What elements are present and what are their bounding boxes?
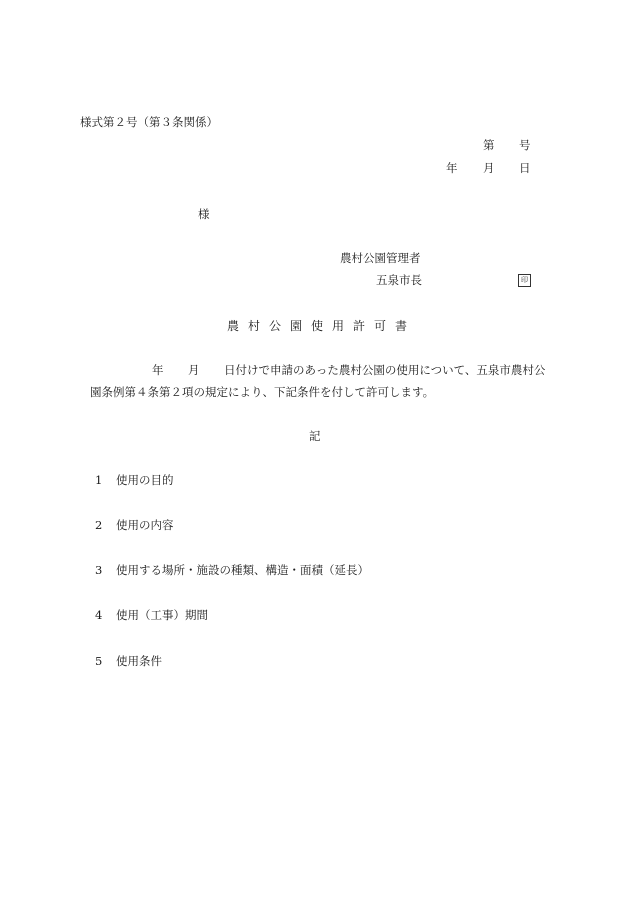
date-day-label: 日 (519, 161, 531, 175)
item-number: 2 (95, 518, 103, 532)
item-number: 3 (95, 563, 103, 577)
item-label: 使用する場所・施設の種類、構造・面積（延長） (116, 563, 369, 577)
list-item (95, 475, 174, 487)
document-number-prefix: 第 (483, 138, 495, 152)
list-item (95, 565, 369, 577)
seal-icon: 印 (518, 274, 531, 287)
item-number: 4 (95, 608, 103, 622)
item-label: 使用の内容 (116, 518, 174, 532)
item-label: 使用条件 (116, 654, 162, 668)
date-month-label: 月 (483, 161, 495, 175)
list-item (95, 610, 208, 622)
body-text-line-2: 園条例第４条第２項の規定により、下記条件を付して許可します。 (90, 385, 435, 399)
item-label: 使用（工事）期間 (116, 608, 208, 622)
document-number-suffix: 号 (519, 138, 531, 152)
addressee-honorific: 様 (198, 207, 210, 221)
ki-heading: 記 (309, 429, 321, 443)
list-item (95, 520, 174, 532)
issuer-mayor: 五泉市長 (376, 273, 422, 287)
form-number-label: 様式第２号（第３条関係） (80, 115, 218, 129)
document-title: 農村公園使用許可書 (227, 319, 417, 333)
body-text-line-1: 日付けで申請のあった農村公園の使用について、五泉市農村公 (224, 363, 546, 377)
date-year-label: 年 (446, 161, 458, 175)
body-month-label: 月 (188, 363, 200, 377)
item-number: 1 (95, 473, 103, 487)
body-year-label: 年 (152, 363, 164, 377)
item-label: 使用の目的 (116, 473, 174, 487)
list-item (95, 656, 162, 668)
issuer-manager: 農村公園管理者 (340, 251, 421, 265)
item-number: 5 (95, 654, 103, 668)
